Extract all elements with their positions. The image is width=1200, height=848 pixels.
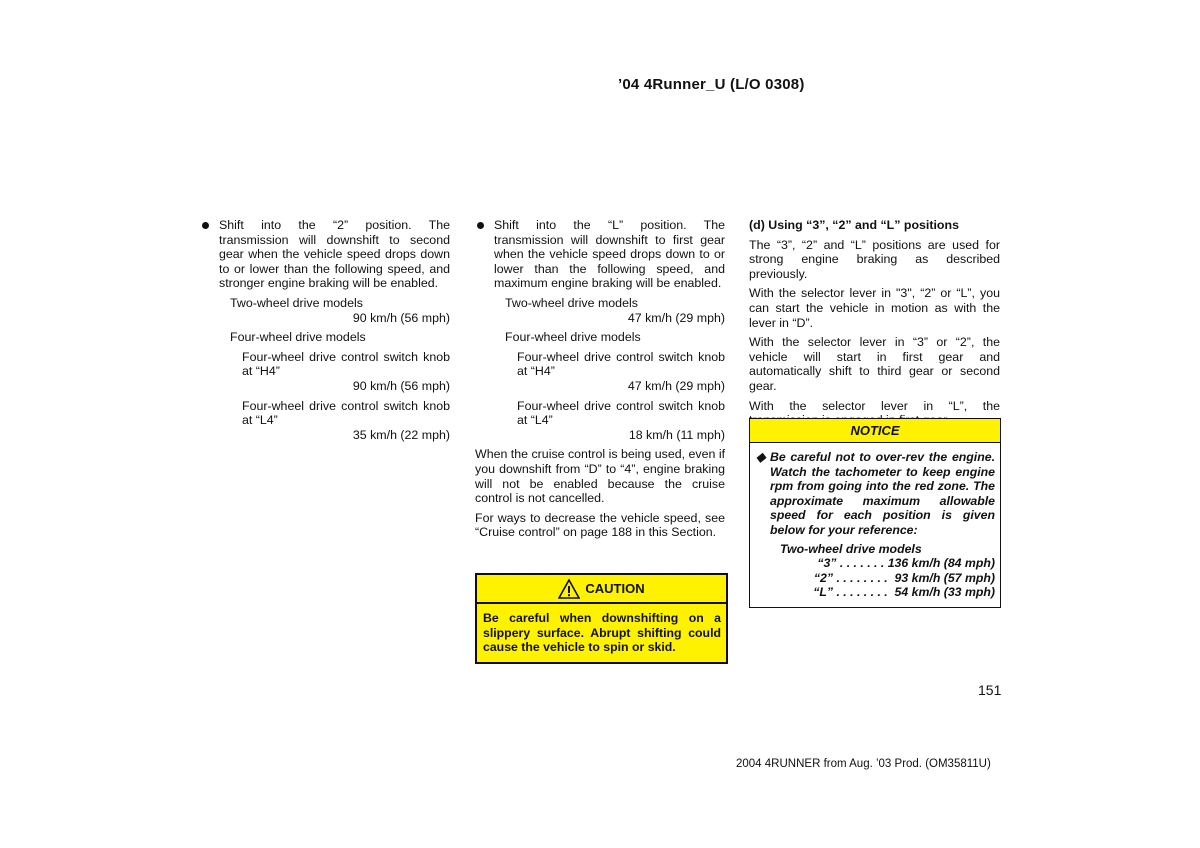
diamond-bullet-icon: ◆ <box>756 450 766 464</box>
notice-content <box>750 443 1000 607</box>
caution-box <box>475 573 728 664</box>
l4-speed: 18 km/h (11 mph) <box>628 427 725 442</box>
column-1 <box>202 218 450 447</box>
caution-title: CAUTION <box>585 581 645 596</box>
l4-block <box>202 399 450 443</box>
cruise-control-paragraph: When the cruise control is being used, even if you downshift from “D” to “4”, engine braking will not be enabled because the cruise control is not cancelled. <box>475 447 726 506</box>
h4-block <box>477 350 725 394</box>
paragraph: With the selector lever in “3” or “2”, the vehicle will start in first gear and automatically shift to third gear or second gear. <box>749 335 1000 393</box>
speed-row-3: “3” . . . . . . . 136 km/h (84 mph) <box>817 556 995 571</box>
h4-block <box>202 350 450 394</box>
bullet-icon <box>202 222 209 229</box>
paragraph: The “3”, “2” and “L” positions are used for strong engine braking as described previously. <box>749 237 1000 281</box>
bullet-text: Shift into the “2” position. The transmission will downshift to second gear when the vehicle speed drops down to or lower than the following speed, and stronger engine braking will be enabled. <box>219 218 450 291</box>
l4-block <box>477 399 725 443</box>
caution-text: Be careful when downshifting on a slippery surface. Abrupt shifting could cause the vehicle to spin or skid. <box>483 611 721 655</box>
h4-speed: 47 km/h (29 mph) <box>627 378 725 393</box>
two-wd-block <box>202 296 450 325</box>
list-item <box>202 218 450 291</box>
column-3 <box>749 218 1000 433</box>
list-item <box>477 218 725 291</box>
paragraph: With the selector lever in "3", “2” or “L”, you can start the vehicle in motion as with the lever in “D”. <box>749 286 1000 330</box>
speed-row-2: “2” . . . . . . . . 93 km/h (57 mph) <box>813 570 995 585</box>
bullet-text: Shift into the “L” position. The transmission will downshift to first gear when the vehicle speed drops down to or lower than the following speed, and maximum engine braking will be enabled. <box>494 218 725 291</box>
h4-label: Four-wheel drive control switch knob at “H4” <box>242 349 450 379</box>
document-footer: 2004 4RUNNER from Aug. ’03 Prod. (OM35811U) <box>736 758 991 770</box>
four-wd-label: Four-wheel drive models <box>505 330 641 345</box>
page-number: 151 <box>978 682 1002 698</box>
paragraph: With the selector lever in “L”, the <box>749 398 1000 413</box>
two-wd-speed: 47 km/h (29 mph) <box>627 310 725 325</box>
notice-models-label: Two-wheel drive models <box>780 541 922 556</box>
column-2 <box>477 218 725 545</box>
h4-label: Four-wheel drive control switch knob at “H4” <box>517 349 725 379</box>
two-wd-block <box>477 296 725 325</box>
notice-text: Be careful not to over-rev the engine. Watch the tachometer to keep engine rpm from going into the red zone. The approximate maximum allowable speed for each position is given below for your reference: <box>770 450 995 537</box>
section-heading: (d) Using “3”, “2” and “L” positions <box>749 218 959 232</box>
l4-label: Four-wheel drive control switch knob at “L4” <box>242 398 450 428</box>
four-wd-label: Four-wheel drive models <box>230 330 366 345</box>
h4-speed: 90 km/h (56 mph) <box>352 378 450 393</box>
two-wd-label: Two-wheel drive models <box>230 295 363 310</box>
speed-reference-paragraph: For ways to decrease the vehicle speed, see “Cruise control” on page 188 in this Section. <box>475 510 725 540</box>
caution-header <box>477 575 726 604</box>
two-wd-speed: 90 km/h (56 mph) <box>352 310 450 325</box>
warning-triangle-icon <box>558 579 580 599</box>
notice-header: NOTICE <box>750 419 1000 443</box>
notice-box <box>749 418 1001 608</box>
bullet-icon <box>477 222 484 229</box>
document-header-title: ’04 4Runner_U (L/O 0308) <box>618 76 805 93</box>
two-wd-label: Two-wheel drive models <box>505 295 638 310</box>
notice-item <box>756 450 995 538</box>
speed-row-l: “L” . . . . . . . . 54 km/h (33 mph) <box>813 585 995 600</box>
l4-label: Four-wheel drive control switch knob at “L4” <box>517 398 725 428</box>
l4-speed: 35 km/h (22 mph) <box>352 427 450 442</box>
